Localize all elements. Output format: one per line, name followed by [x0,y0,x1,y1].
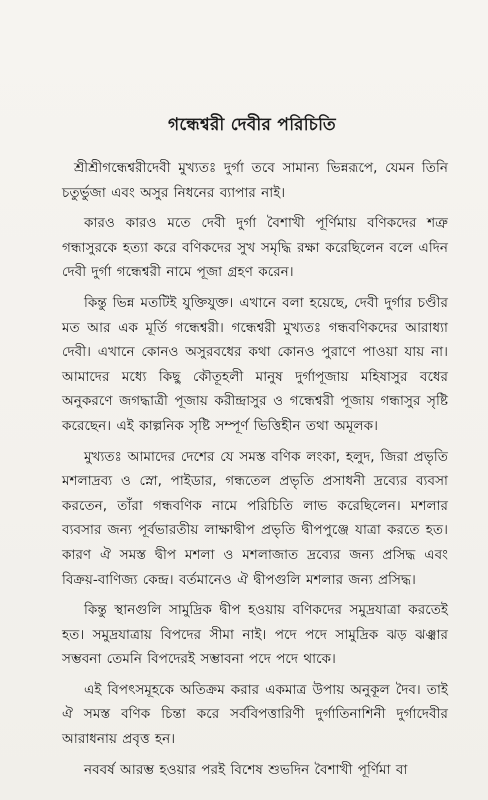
paragraph-5: কিন্তু স্থানগুলি সামুদ্রিক দ্বীপ হওয়ায় বণিকদের সমুদ্রযাত্রা করতেই হত। সমুদ্রযাত্রায় বিপদের সীমা নাই। পদে পদে সামুদ্রিক ঝড় ঝঞ্ঝার সম্ভবনা তেমনি বিপদেরই সম্ভাবনা পদে পদে থাকে। [62,602,448,668]
page-title: গন্ধেশ্বরী দেবীর পরিচিতি [167,115,336,135]
paragraph-1: শ্রীশ্রীগন্ধেশ্বরীদেবী মুখ্যতঃ দুর্গা তবে সামান্য ভিন্নরূপে, যেমন তিনি চতুর্ভুজা এবং অসুর নিধনের ব্যাপার নাই। [62,160,448,201]
paragraph-7: নববর্ষ আরম্ভ হওয়ার পরই বিশেষ শুভদিন বৈশাখী পূর্ণিমা বা [84,761,408,778]
paragraph-4: মুখ্যতঃ আমাদের দেশের যে সমস্ত বণিক লংকা, হলুদ, জিরা প্রভৃতি মশলাদ্রব্য ও স্নো, পাইডার, গন্ধতেল প্রভৃতি প্রসাধনী দ্রব্যের ব্যবসা করতেন, তাঁরা গন্ধবণিক নামে পরিচিতি লাভ করেছিলেন। মশলার ব্যবসার জন্য পূর্বভারতীয় লাক্ষাদ্বীপ প্রভৃতি দ্বীপপুঞ্জে যাত্রা করতে হত। কারণ ঐ সমস্ত দ্বীপ মশলা ও মশলাজাত দ্রব্যের জন্য প্রসিদ্ধ এবং বিক্রয়-বাণিজ্য কেন্দ্র। বর্তমানেও ঐ দ্বীপগুলি মশলার জন্য প্রসিদ্ধ। [62,448,448,588]
paragraph-3: কিন্তু ভিন্ন মতটিই যুক্তিযুক্ত। এখানে বলা হয়েছে, দেবী দুর্গার চণ্ডীর মত আর এক মূর্তি গন্ধেশ্বরী। গন্ধেশ্বরী মুখ্যতঃ গন্ধবণিকদের আরাধ্যা দেবী। এখানে কোনও অসুরবধের কথা কোনও পুরাণে পাওয়া যায় না। আমাদের মধ্যে কিছু কৌতূহলী মানুষ দুর্গাপূজায় মহিষাসুর বধের অনুকরণে জগদ্ধাত্রী পূজায় করীন্দ্রাসুর ও গন্ধেশ্বরী পূজায় গন্ধাসুর সৃষ্টি করেছেন। এই কাল্পনিক সৃষ্টি সম্পূর্ণ ভিত্তিহীন তথা অমূলক। [62,294,448,434]
paragraph-6: এই বিপৎসমূহকে অতিক্রম করার একমাত্র উপায় অনুকূল দৈব। তাই ঐ সমস্ত বণিক চিন্তা করে সর্ববিপত্তারিণী দুর্গাতিনাশিনী দুর্গাদেবীর আরাধনায় প্রবৃত্ত হন। [62,681,448,748]
paragraph-2: কারও কারও মতে দেবী দুর্গা বৈশাখী পূর্ণিমায় বণিকদের শত্রু গন্ধাসুরকে হত্যা করে বণিকদের সুখ সমৃদ্ধি রক্ষা করেছিলেন বলে এদিন দেবী দুর্গা গন্ধেশ্বরী নামে পূজা গ্রহণ করেন। [62,215,448,281]
